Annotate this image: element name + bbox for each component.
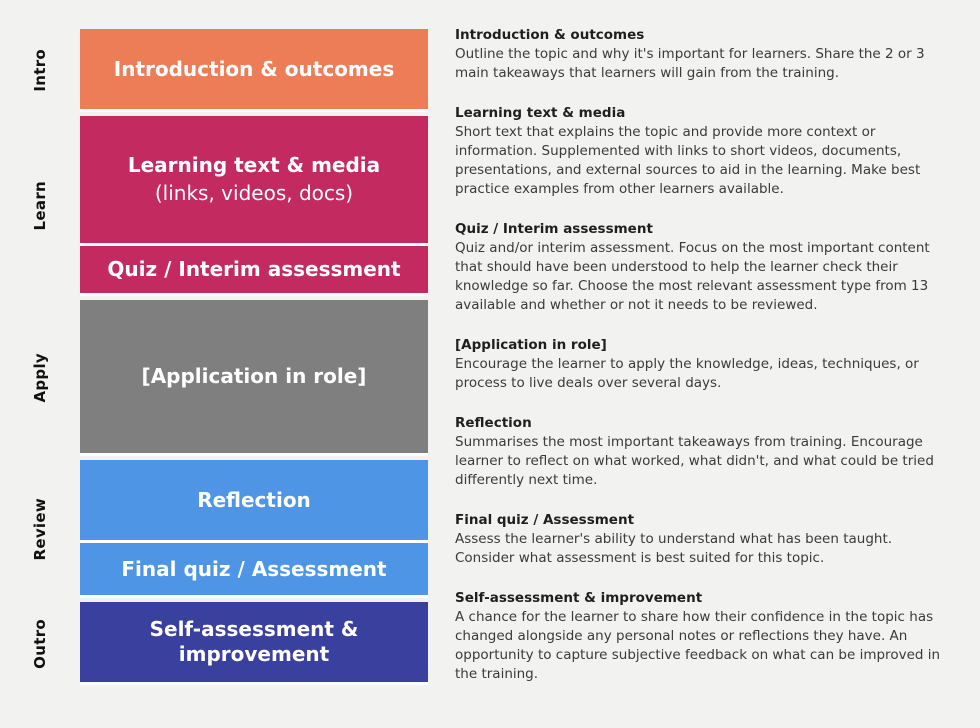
group-intro xyxy=(0,29,428,112)
block-column xyxy=(0,29,428,685)
block-application-in-role xyxy=(80,300,428,456)
group-review-blocks xyxy=(80,460,428,598)
description-body: Outline the topic and why it's important for learners. Share the 2 or 3 main takeaways that learners will gain from the training. xyxy=(455,46,925,81)
block-title: Self-assessment & improvement xyxy=(149,617,359,666)
block-subtitle: (links, videos, docs) xyxy=(154,181,354,205)
description-body: Summarises the most important takeaways from training. Encourage learner to reflect on what worked, what didn't, and what could be tried differently next time. xyxy=(455,434,934,488)
group-learn-blocks xyxy=(80,116,428,296)
stage-label-learn: Learn xyxy=(31,181,49,231)
stage-label-gutter xyxy=(0,460,80,598)
block-title: Learning text & media xyxy=(127,153,381,177)
block-title: Quiz / Interim assessment xyxy=(107,257,401,281)
block-quiz-interim-assessment xyxy=(80,246,428,296)
description-application-in-role xyxy=(455,336,955,393)
description-learning-text-media xyxy=(455,104,955,199)
stage-label-intro: Intro xyxy=(31,49,49,92)
group-apply-blocks xyxy=(80,300,428,456)
group-review xyxy=(0,460,428,598)
description-body: Assess the learner's ability to understand what has been taught. Consider what assessment is best suited for this topic. xyxy=(455,531,893,566)
description-heading: Reflection xyxy=(455,415,532,431)
description-heading: Learning text & media xyxy=(455,105,626,121)
description-self-assessment-improvement xyxy=(455,589,955,684)
group-intro-blocks xyxy=(80,29,428,112)
description-heading: [Application in role] xyxy=(455,337,607,353)
description-column xyxy=(455,26,955,705)
description-heading: Self-assessment & improvement xyxy=(455,590,703,606)
description-final-quiz-assessment xyxy=(455,511,955,568)
description-heading: Quiz / Interim assessment xyxy=(455,221,653,237)
block-title: Reflection xyxy=(197,487,311,512)
stage-label-gutter xyxy=(0,602,80,685)
description-quiz-interim-assessment xyxy=(455,220,955,315)
block-title: Final quiz / Assessment xyxy=(121,556,387,581)
block-final-quiz-assessment xyxy=(80,543,428,598)
block-self-assessment-improvement xyxy=(80,602,428,685)
stage-label-outro: Outro xyxy=(31,618,49,669)
block-learning-text-media xyxy=(80,116,428,246)
description-body: Quiz and/or interim assessment. Focus on the most important content that should have been understood to help the learner check their knowledge so far. Choose the most relevant assessment type from 13 available and whether or not it needs to be reviewed. xyxy=(455,240,930,313)
description-reflection xyxy=(455,414,955,490)
stage-label-gutter xyxy=(0,116,80,296)
stage-label-apply: Apply xyxy=(31,353,49,403)
block-reflection xyxy=(80,460,428,543)
group-learn xyxy=(0,116,428,296)
description-body: Short text that explains the topic and provide more context or information. Supplemented with links to short videos, documents, presentations, and external sources to aid in the learning. Make best practice examples from other learners available. xyxy=(455,124,921,197)
description-heading: Final quiz / Assessment xyxy=(455,512,635,528)
stage-label-gutter xyxy=(0,29,80,112)
stage-label-gutter xyxy=(0,300,80,456)
stage-label-review: Review xyxy=(31,497,49,561)
group-outro-blocks xyxy=(80,602,428,685)
block-introduction-outcomes xyxy=(80,29,428,112)
group-outro xyxy=(0,602,428,685)
block-title: Introduction & outcomes xyxy=(113,56,395,81)
description-introduction-outcomes xyxy=(455,26,955,83)
description-heading: Introduction & outcomes xyxy=(455,27,645,43)
group-apply xyxy=(0,300,428,456)
block-title: [Application in role] xyxy=(141,364,367,388)
description-body: A chance for the learner to share how their confidence in the topic has changed alongside any personal notes or reflections they have. An opportunity to capture subjective feedback on what can be improved in the training. xyxy=(455,609,941,682)
description-body: Encourage the learner to apply the knowledge, ideas, techniques, or process to live deals over several days. xyxy=(455,356,919,391)
